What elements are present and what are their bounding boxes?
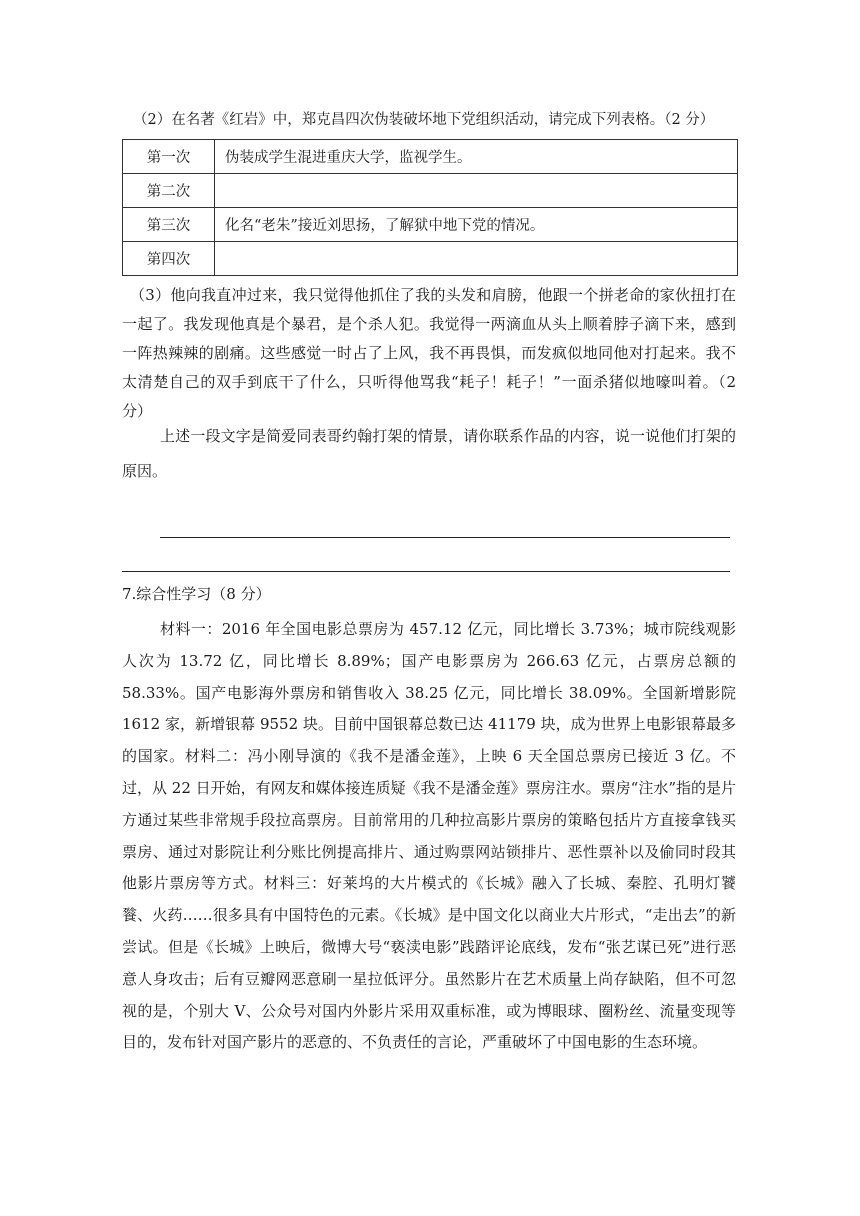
answer-line[interactable] [122, 571, 730, 572]
row-content: 化名“老朱”接近刘思扬，了解狱中地下党的情况。 [215, 208, 738, 242]
question-3-passage: （3）他向我直冲过来，我只觉得他抓住了我的头发和肩膀，他跟一个拼老命的家伙扭打在一起了。我发现他真是个暴君，是个杀人犯。我觉得一两滴血从头上顺着脖子滴下来，感到一阵热辣辣的剧痛。这些感觉一时占了上风，我不再畏惧，而发疯似地同他对打起来。我不太清楚自己的双手到底干了什么，只听得他骂我“耗子！耗子！”一面杀猪似地嚎叫着。（2 分） [122, 286, 736, 420]
row-label: 第一次 [123, 140, 215, 174]
table-row [123, 174, 738, 208]
answer-line[interactable] [160, 537, 730, 538]
table-row [123, 242, 738, 276]
row-label: 第四次 [123, 242, 215, 276]
section-7-heading: 7.综合性学习（8 分） [122, 585, 271, 603]
row-label: 第二次 [123, 174, 215, 208]
answer-blank-cell[interactable] [215, 174, 738, 208]
row-label: 第三次 [123, 208, 215, 242]
table-row [123, 208, 738, 242]
question-2-title: （2）在名著《红岩》中，郑克昌四次伪装破坏地下党组织活动，请完成下列表格。（2 分） [133, 112, 715, 128]
question-3-prompt: 上述一段文字是简爱同表哥约翰打架的情景，请你联系作品的内容，说一说他们打架的原因。 [122, 427, 736, 480]
table-row [123, 140, 738, 174]
row-content: 伪装成学生混进重庆大学，监视学生。 [215, 140, 738, 174]
answer-blank-cell[interactable] [215, 242, 738, 276]
events-table [122, 139, 738, 276]
section-7-materials: 材料一：2016 年全国电影总票房为 457.12 亿元，同比增长 3.73%；城市院线观影人次为 13.72 亿，同比增长 8.89%；国产电影票房为 266.63 亿元，占票房总额的 58.33%。国产电影海外票房和销售收入 38.25 亿元，同比增长 38.09%。全国新增影院 1612 家，新增银幕 9552 块。目前中国银幕总数已达 41179 块，成为世界上电影银幕最多的国家。材料二：冯小刚导演的《我不是潘金莲》，上映 6 天全国总票房已接近 3 亿。不过，从 22 日开始，有网友和媒体接连质疑《我不是潘金莲》票房注水。票房“注水”指的是片方通过某些非常规手段拉高票房。目前常用的几种拉高影片票房的策略包括片方直接拿钱买票房、通过对影院让利分账比例提高排片、通过购票网站锁排片、恶性票补以及偷同时段其他影片票房等方式。材料三：好莱坞的大片模式的《长城》融入了长城、秦腔、孔明灯饕餮、火药……很多具有中国特色的元素。《长城》是中国文化以商业大片形式，“走出去”的新尝试。但是《长城》上映后，微博大号“亵渎电影”践踏评论底线，发布“张艺谋已死”进行恶意人身攻击；后有豆瓣网恶意刷一星拉低评分。虽然影片在艺术质量上尚存缺陷，但不可忽视的是，个别大 V、公众号对国内外影片采用双重标准，或为博眼球、圈粉丝、流量变现等目的，发布针对国产影片的恶意的、不负责任的言论，严重破坏了中国电影的生态环境。 [122, 620, 736, 1052]
